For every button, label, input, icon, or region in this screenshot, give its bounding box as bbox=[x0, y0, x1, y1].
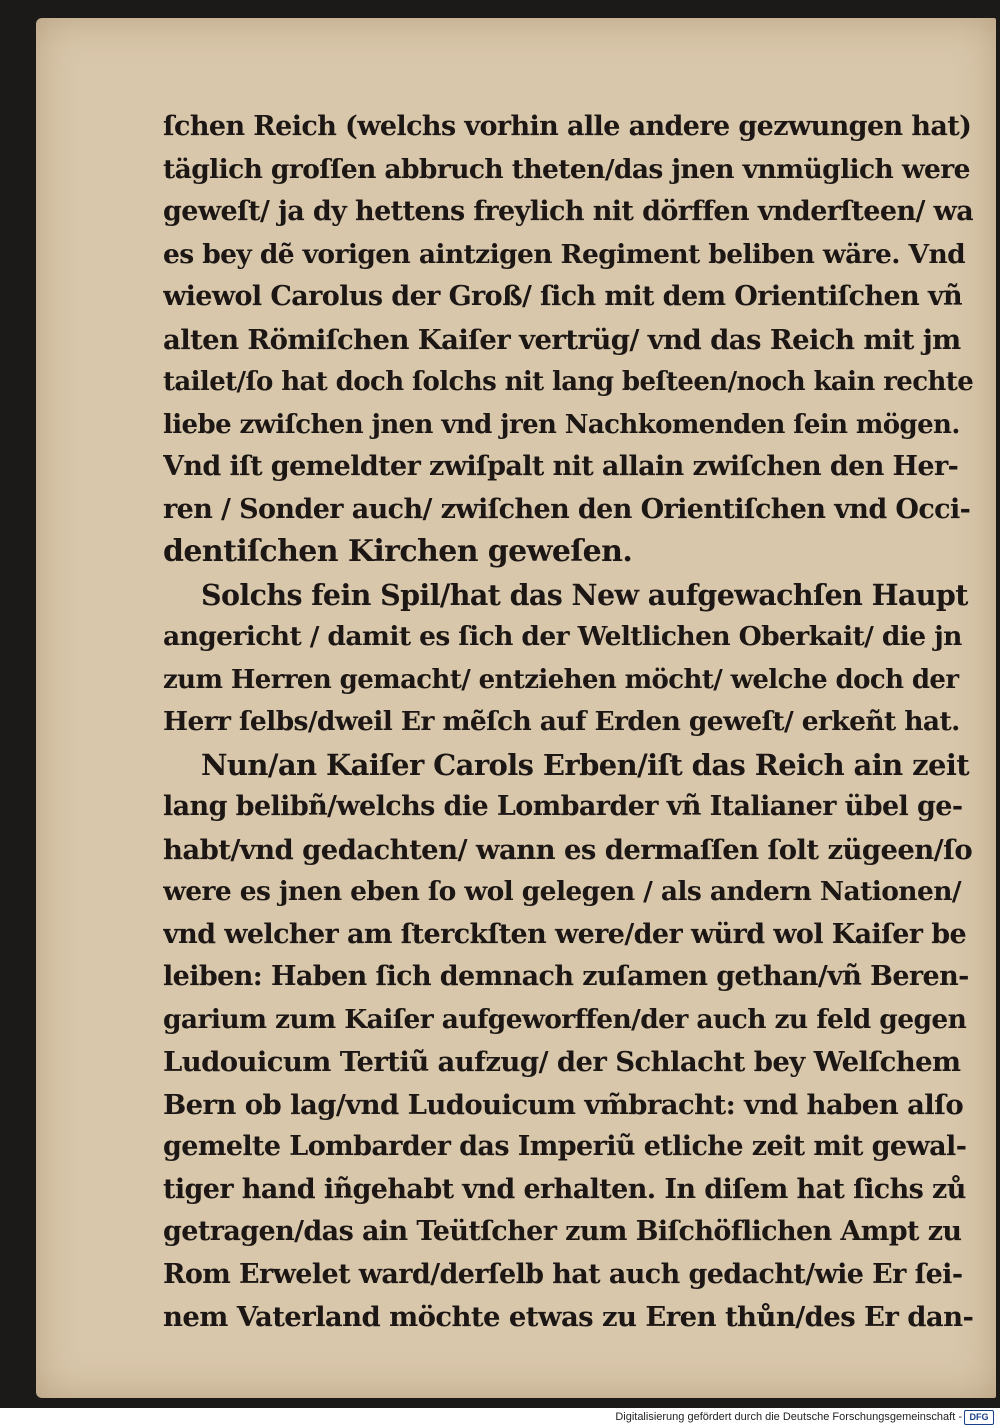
text-line: tiger hand iñgehabt vnd erhalten. In diſem hat ſichs zů bbox=[163, 1173, 966, 1205]
text-line: Rom Erwelet ward/derſelb hat auch gedacht/wie Er ſei- bbox=[163, 1258, 963, 1290]
text-line: gemelte Lombarder das Imperiũ etliche zeit mit gewal- bbox=[163, 1131, 967, 1162]
book-page bbox=[36, 18, 996, 1398]
dfg-logo: DFG bbox=[964, 1410, 994, 1425]
text-line: Vnd iſt gemeldter zwiſpalt nit allain zwiſchen den Her- bbox=[163, 451, 959, 482]
text-line: Solchs fein Spil/hat das New aufgewachſen Haupt bbox=[201, 577, 968, 612]
text-line: zum Herren gemacht/ entziehen möcht/ welche doch der bbox=[163, 664, 959, 695]
text-line: leiben: Haben ſich demnach zuſamen gethan/vñ Beren- bbox=[163, 961, 969, 992]
page-text bbox=[163, 106, 973, 1339]
text-line: es bey dẽ vorigen aintzigen Regiment beliben wäre. Vnd bbox=[163, 238, 966, 270]
text-line: tailet/ſo hat doch ſolchs nit lang beſteen/noch kain rechte bbox=[163, 367, 973, 397]
text-line: alten Römiſchen Kaiſer vertrüg/ vnd das Reich mit jm bbox=[163, 323, 961, 356]
text-line: Bern ob lag/vnd Ludouicum vm̃bracht: vnd haben alſo bbox=[163, 1088, 964, 1121]
text-line: habt/vnd gedachten/ wann es dermaſſen ſolt zügeen/ſo bbox=[163, 833, 973, 866]
text-line: were es jnen eben ſo wol gelegen / als andern Nationen/ bbox=[163, 876, 961, 907]
text-line: lang belibñ/welchs die Lombarder vñ Italianer übel ge- bbox=[163, 791, 963, 822]
text-line: liebe zwiſchen jnen vnd jren Nachkomenden ſein mögen. bbox=[163, 409, 960, 440]
text-line: ſchen Reich (welchs vorhin alle andere gezwungen hat) bbox=[163, 111, 972, 142]
text-line: dentiſchen Kirchen geweſen. bbox=[163, 534, 633, 569]
digitization-credit: Digitalisierung gefördert durch die Deutsche Forschungsgemeinschaft - bbox=[615, 1411, 962, 1423]
text-line: geweſt/ ja dy hettens freylich nit dörffen vnderſteen/ wa bbox=[163, 196, 973, 227]
text-line: getragen/das ain Teütſcher zum Biſchöflichen Ampt zu bbox=[163, 1216, 962, 1247]
text-line: nem Vaterland möchte etwas zu Eren thůn/des Er dan- bbox=[163, 1301, 973, 1333]
text-line: Herr ſelbs/dweil Er mẽſch auf Erden geweſt/ erkeñt hat. bbox=[163, 706, 960, 737]
text-line: ren / Sonder auch/ zwiſchen den Orientiſchen vnd Occi- bbox=[163, 493, 971, 525]
text-line: angericht / damit es ſich der Weltlichen Oberkait/ die jn bbox=[163, 621, 962, 652]
text-line: wiewol Carolus der Groß/ ſich mit dem Orientiſchen vñ bbox=[163, 281, 963, 312]
text-line: garium zum Kaiſer aufgeworffen/der auch zu feld gegen bbox=[163, 1003, 967, 1035]
text-line: Nun/an Kaiſer Carols Erben/iſt das Reich ain zeit bbox=[201, 747, 970, 782]
text-line: Ludouicum Tertiũ aufzug/ der Schlacht bey Welſchem bbox=[163, 1046, 961, 1078]
text-line: vnd welcher am ſterckſten were/der würd wol Kaiſer be bbox=[163, 918, 967, 950]
text-line: täglich groſſen abbruch theten/das jnen vnmüglich were bbox=[163, 153, 970, 185]
